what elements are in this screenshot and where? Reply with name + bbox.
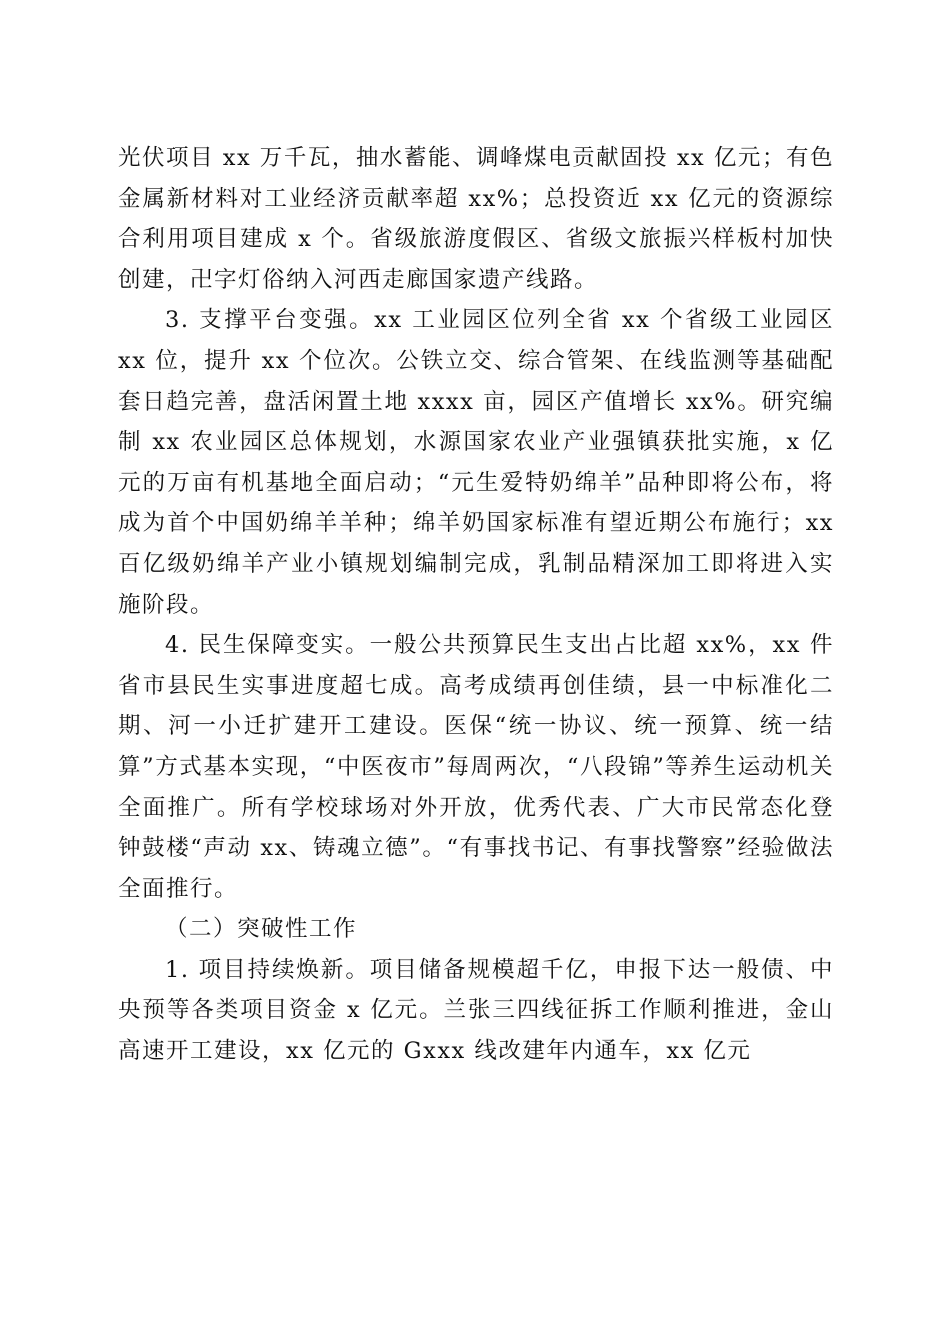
document-body	[118, 138, 834, 1072]
paragraph-project-renewal: 1. 项目持续焕新。项目储备规模超千亿，申报下达一般债、中央预等各类项目资金 x 亿元。兰张三四线征拆工作顺利推进，金山高速开工建设，xx 亿元的 Gxxx 线改建年内通车，xx 亿元	[118, 956, 834, 1065]
paragraph-pv-projects: 光伏项目 xx 万千瓦，抽水蓄能、调峰煤电贡献固投 xx 亿元；有色金属新材料对工业经济贡献率超 xx%；总投资近 xx 亿元的资源综合利用项目建成 x 个。省级旅游度假区、省级文旅振兴样板村加快创建，卍字灯俗纳入河西走廊国家遗产线路。	[118, 145, 834, 293]
section-heading-breakthrough-work: （二）突破性工作	[165, 916, 358, 943]
paragraph-livelihood: 4. 民生保障变实。一般公共预算民生支出占比超 xx%，xx 件省市县民生实事进度超七成。高考成绩再创佳绩，县一中标准化二期、河一小迁扩建开工建设。医保“统一协议、统一预算、统一结算”方式基本实现，“中医夜市”每周两次，“八段锦”等养生运动机关全面推广。所有学校球场对外开放，优秀代表、广大市民常态化登钟鼓楼“声动 xx、铸魂立德”。“有事找书记、有事找警察”经验做法全面推行。	[118, 632, 834, 902]
paragraph-support-platform: 3. 支撑平台变强。xx 工业园区位列全省 xx 个省级工业园区 xx 位，提升 xx 个位次。公铁立交、综合管架、在线监测等基础配套日趋完善，盘活闲置土地 xxxx 亩，园区产值增长 xx%。研究编制 xx 农业园区总体规划，水源国家农业产业强镇获批实施，x 亿元的万亩有机基地全面启动；“元生爱特奶绵羊”品种即将公布，将成为首个中国奶绵羊羊种；绵羊奶国家标准有望近期公布施行；xx 百亿级奶绵羊产业小镇规划编制完成，乳制品精深加工即将进入实施阶段。	[118, 307, 834, 618]
